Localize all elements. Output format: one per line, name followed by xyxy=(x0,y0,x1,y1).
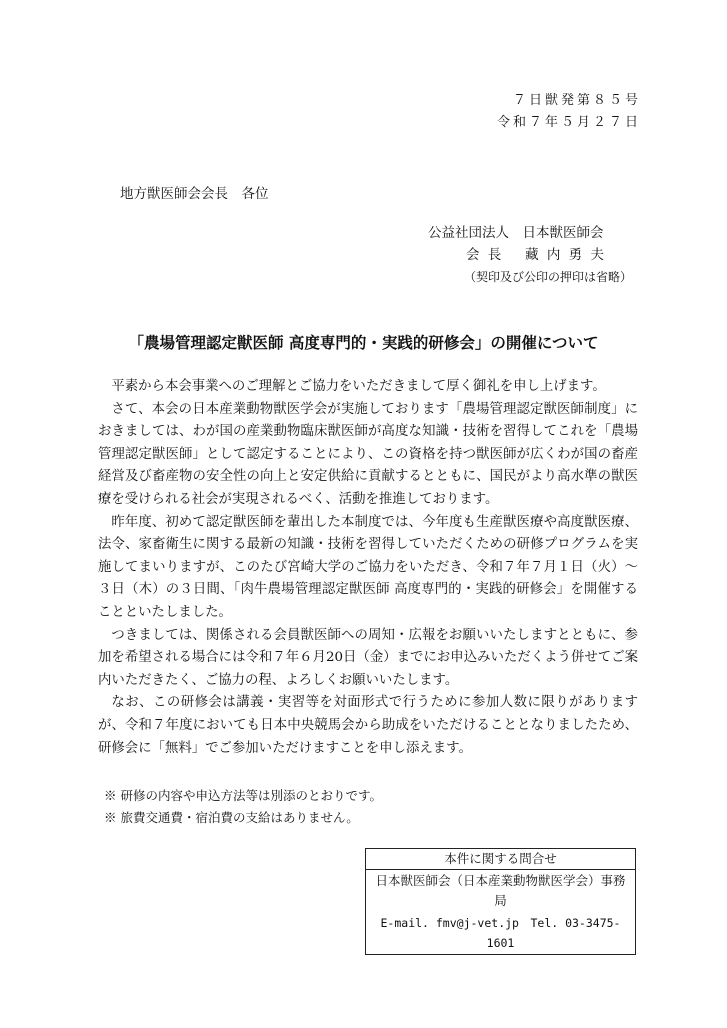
paragraph: なお、この研修会は講義・実習等を対面形式で行うために参加人数に限りがありますが、令和７年度においても日本中央競馬会から助成をいただけることとなりましたため、研修会に「無料」でご参加いただけますことを申し添えます。 xyxy=(98,695,638,756)
paragraph: つきましては、関係される会員獣医師への周知・広報をお願いいたしますとともに、参加を希望される場合には令和７年６月20日（金）までにお申込みいただくよう併せてご案内いただきたく、ご協力の程、よろしくお願いいたします。 xyxy=(98,627,638,688)
document-date: 令和７年５月２７日 xyxy=(496,115,641,130)
document-number: ７日獣発第８５号 xyxy=(512,93,641,108)
contact-email-tel: E-mail. fmv@j-vet.jp Tel. 03-3475-1601 xyxy=(380,916,621,950)
paragraph: さて、本会の日本産業動物獣医学会が実施しております「農場管理認定獣医師制度」におきましては、わが国の産業動物臨床獣医師が高度な知識・技術を習得してこれを「農場管理認定獣医師」として認定することにより、この資格を持つ獣医師が広くわが国の畜産経営及び畜産物の安全性の向上と安定供給に貢献するとともに、国民がより高水準の獣医療を受けられる社会が実現されるべく、活動を推進しております。 xyxy=(98,401,638,507)
addressee: 地方獣医師会会長 各位 xyxy=(120,186,269,202)
notes xyxy=(104,785,382,829)
paragraph: 昨年度、初めて認定獣医師を輩出した本制度では、今年度も生産獣医療や高度獣医療、法令、家畜衛生に関する最新の知識・技術を習得していただくための研修プログラムを実施してまいりますが、このたび宮崎大学のご協力をいただき、令和７年７月１日（火）～３日（木）の３日間、「肉牛農場管理認定獣医師 高度専門的・実践的研修会」を開催することといたしました。 xyxy=(98,514,638,620)
paragraph: 平素から本会事業へのご理解とご協力をいただきまして厚く御礼を申し上げます。 xyxy=(111,379,606,394)
body-text xyxy=(98,376,638,760)
contact-box xyxy=(365,848,636,955)
seal-note: （契印及び公印の押印は省略） xyxy=(464,270,633,284)
note-item: ※ 旅費交通費・宿泊費の支給はありません。 xyxy=(104,810,359,825)
contact-header: 本件に関する問合せ xyxy=(366,849,635,870)
document-header xyxy=(497,90,641,134)
document-title: 「農場管理認定獣医師 高度専門的・実践的研修会」の開催について xyxy=(128,334,599,352)
sender-president: 会 長 藏 内 勇 夫 xyxy=(466,247,606,263)
sender-organization: 公益社団法人 日本獣医師会 xyxy=(428,225,604,241)
sender-block xyxy=(428,222,632,288)
contact-office: 日本獣医師会（日本産業動物獣医学会）事務局 xyxy=(375,873,626,908)
note-item: ※ 研修の内容や申込方法等は別添のとおりです。 xyxy=(104,788,382,803)
